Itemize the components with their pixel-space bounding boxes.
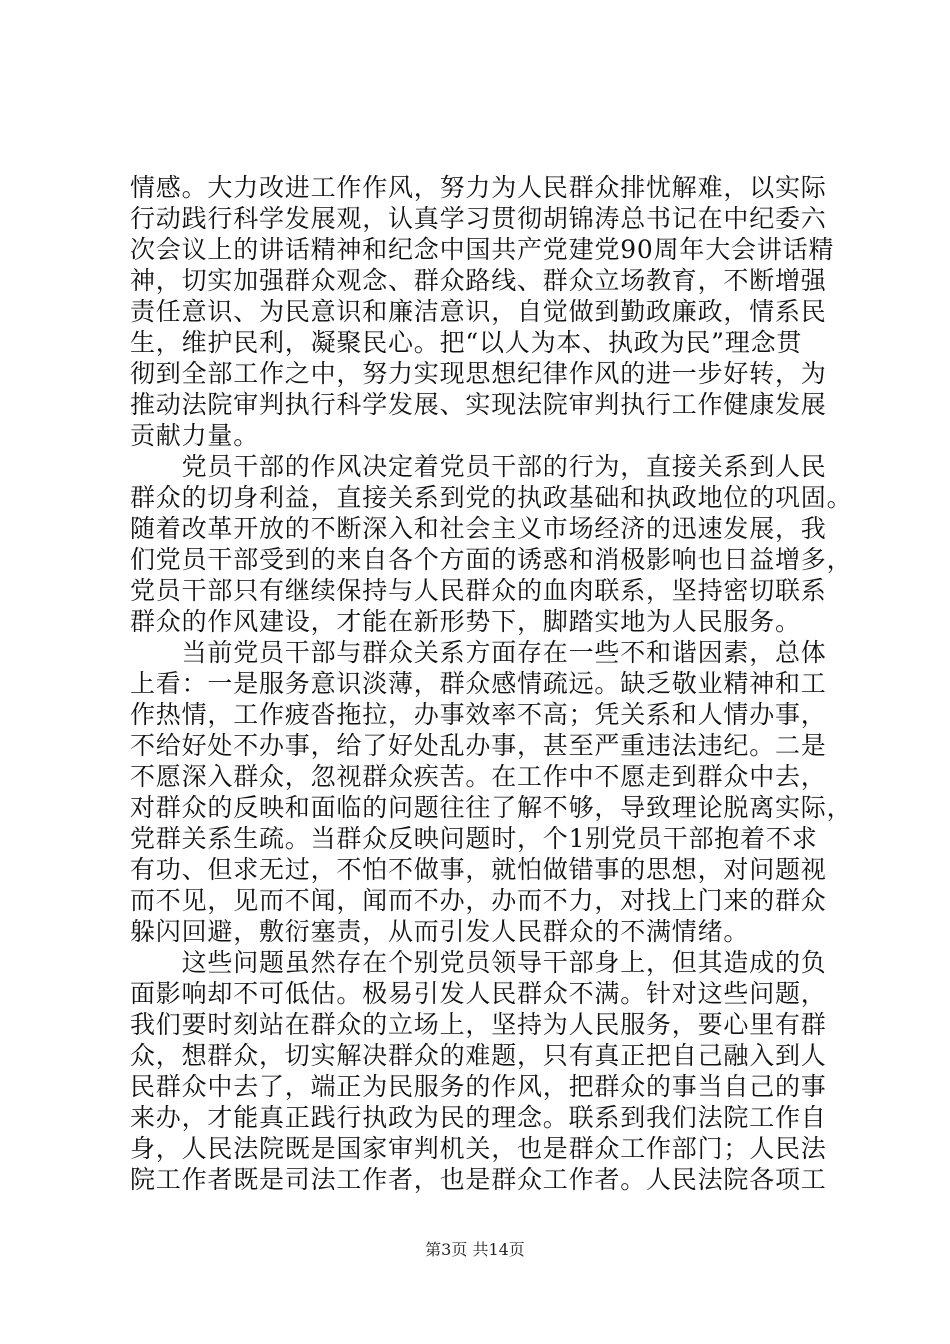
text-line: 群众的作风建设，才能在新形势下，脚踏实地为人民服务。 <box>130 607 801 636</box>
text-line: 对群众的反映和面临的问题往往了解不够，导致理论脱离实际， <box>130 793 853 822</box>
text-line: 彻到全部工作之中，努力实现思想纪律作风的进一步好转，为 <box>130 359 827 388</box>
page-indicator: 第3页 共14页 <box>425 1240 525 1259</box>
text-line: 这些问题虽然存在个别党员领导干部身上，但其造成的负 <box>130 948 827 977</box>
text-line: 贡献力量。 <box>130 421 260 450</box>
text-line: 躲闪回避，敷衍塞责，从而引发人民群众的不满情绪。 <box>130 917 750 946</box>
text-line: 众，想群众，切实解决群众的难题，只有真正把自己融入到人 <box>130 1041 827 1070</box>
text-line: 身，人民法院既是国家审判机关，也是群众工作部门；人民法 <box>130 1134 827 1163</box>
text-line: 行动践行科学发展观，认真学习贯彻胡锦涛总书记在中纪委六 <box>130 204 827 233</box>
text-line: 群众的切身利益，直接关系到党的执政基础和执政地位的巩固。 <box>130 483 853 512</box>
text-line: 党员干部只有继续保持与人民群众的血肉联系，坚持密切联系 <box>130 576 827 605</box>
text-line: 生，维护民利，凝聚民心。把“以人为本、执政为民”理念贯 <box>130 328 803 357</box>
text-line: 们党员干部受到的来自各个方面的诱惑和消极影响也日益增多， <box>130 545 853 574</box>
text-line: 不给好处不办事，给了好处乱办事，甚至严重违法违纪。二是 <box>130 731 827 760</box>
text-line: 党群关系生疏。当群众反映问题时，个1别党员干部抱着不求 <box>130 824 818 853</box>
text-line: 院工作者既是司法工作者，也是群众工作者。人民法院各项工 <box>130 1165 827 1194</box>
text-line: 民群众中去了，端正为民服务的作风，把群众的事当自己的事 <box>130 1072 827 1101</box>
text-line: 上看：一是服务意识淡薄，群众感情疏远。缺乏敬业精神和工 <box>130 669 827 698</box>
page-footer <box>0 1240 950 1260</box>
text-line: 党员干部的作风决定着党员干部的行为，直接关系到人民 <box>130 452 827 481</box>
document-body <box>130 172 853 1195</box>
text-line: 神，切实加强群众观念、群众路线、群众立场教育，不断增强 <box>130 266 827 295</box>
text-line: 我们要时刻站在群众的立场上，坚持为人民服务，要心里有群 <box>130 1010 827 1039</box>
text-line: 来办，才能真正践行执政为民的理念。联系到我们法院工作自 <box>130 1103 827 1132</box>
text-line: 不愿深入群众，忽视群众疾苦。在工作中不愿走到群众中去， <box>130 762 827 791</box>
text-line: 次会议上的讲话精神和纪念中国共产党建党90周年大会讲话精 <box>130 235 835 264</box>
text-line: 随着改革开放的不断深入和社会主义市场经济的迅速发展，我 <box>130 514 827 543</box>
text-line: 当前党员干部与群众关系方面存在一些不和谐因素，总体 <box>130 638 827 667</box>
text-line: 而不见，见而不闻，闻而不办，办而不力，对找上门来的群众 <box>130 886 827 915</box>
text-line: 推动法院审判执行科学发展、实现法院审判执行工作健康发展 <box>130 390 827 419</box>
text-line: 作热情，工作疲沓拖拉，办事效率不高；凭关系和人情办事， <box>130 700 827 729</box>
text-line: 责任意识、为民意识和廉洁意识，自觉做到勤政廉政，情系民 <box>130 297 827 326</box>
text-line: 有功、但求无过，不怕不做事，就怕做错事的思想，对问题视 <box>130 855 827 884</box>
text-line: 情感。大力改进工作作风，努力为人民群众排忧解难，以实际 <box>130 173 827 202</box>
text-line: 面影响却不可低估。极易引发人民群众不满。针对这些问题， <box>130 979 827 1008</box>
